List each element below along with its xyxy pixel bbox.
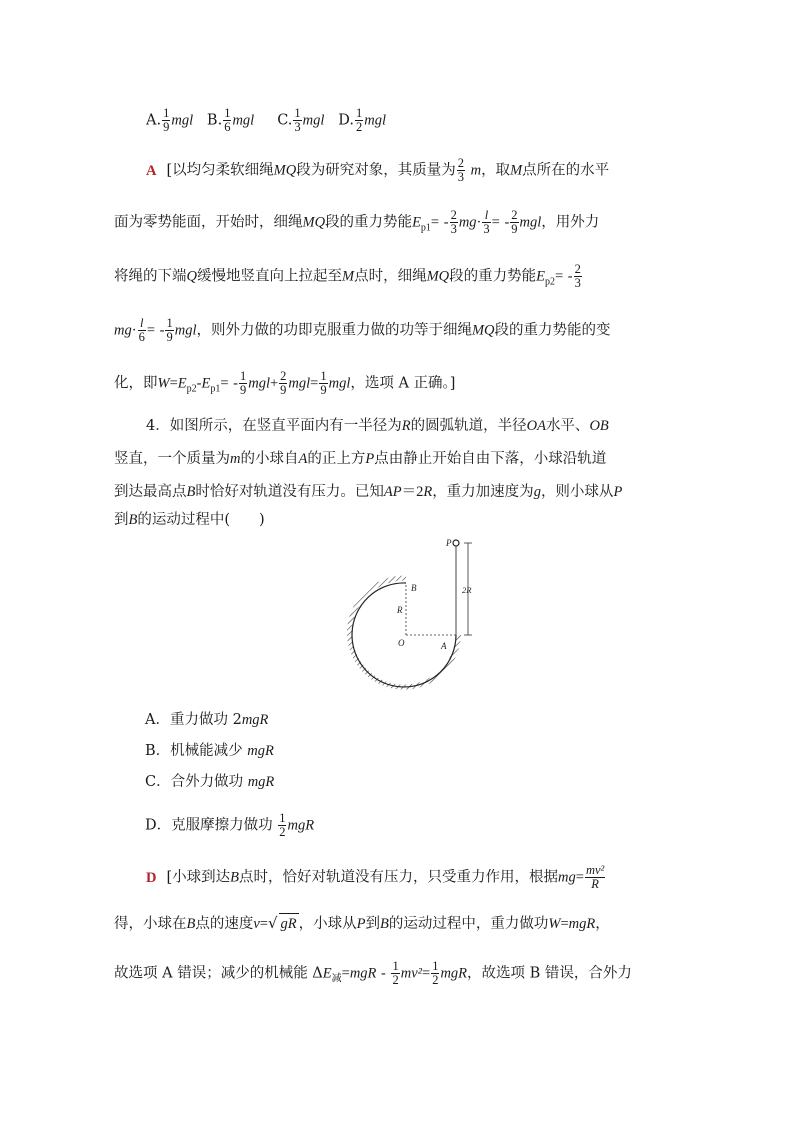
track-figure — [340, 535, 490, 695]
label-r: R — [397, 605, 403, 615]
q4-option-c: C．合外力做功 mgR — [145, 774, 275, 790]
ball-icon — [453, 540, 459, 546]
q3-options: A. $\frac{1}{9}$ mgl B. $\frac{1}{6}$ mgl C. $\frac{1}{3}$ mgl D. $\frac{1}{2}$ mgl — [146, 106, 386, 134]
q4-option-d: D．克服摩擦力做功 $\frac{1}{2}$ mgR — [145, 811, 315, 839]
sol3-line-4: mg· $\frac{l}{6}$ = - $\frac{1}{9}$ mgl，则外力做的功即克服重力做的功等于细绳MQ段的重力势能的变 — [114, 316, 611, 344]
answer-letter: D — [146, 869, 157, 886]
label-a: A — [441, 641, 447, 651]
radical-icon: √ — [267, 914, 278, 932]
label-o: O — [398, 638, 405, 648]
q4-option-b: B．机械能减少 mgR — [145, 743, 274, 759]
sol4-line-1: D [小球到达B点时，恰好对轨道没有压力，只受重力作用，根据mg= $\frac{\text{mv²}}{R}$ — [146, 863, 605, 891]
arc-track — [352, 583, 456, 687]
sol4-line-3: 故选项 A 错误；减少的机械能 $\Delta E_减=mgR$ - $\frac{1}{2}$ mv²= $\frac{1}{2}$ mgR，故选项 B 错误，合外力 — [114, 959, 632, 987]
q4-line-1: 4．如图所示，在竖直平面内有一半径为R的圆弧轨道，半径OA水平、OB — [146, 418, 609, 434]
fraction: $\frac{1}{9}$ — [163, 106, 170, 134]
q4-line-2: 竖直，一个质量为m的小球自A的正上方P点由静止开始自由下落，小球沿轨道 — [114, 451, 607, 467]
sol3-line-2: 面为零势能面，开始时，细绳MQ段的重力势能$E_{p1}=$ - $\frac{2}{3}$ mg· $\frac{l}{3}$ = - $\frac{2}{9}$ mgl，用外力 — [114, 208, 600, 236]
label-2r: 2R — [462, 585, 472, 595]
sol4-line-2: 得，小球在B点的速度v=√ gR ，小球从P到B的运动过程中，重力做功W=mgR， — [114, 914, 610, 932]
q4-option-a: A．重力做功 2mgR — [145, 712, 269, 728]
sol3-line-3: 将绳的下端Q缓慢地竖直向上拉起至M点时，细绳MQ段的重力势能$E_{p2}=$ - $\frac{2}{3}$ — [114, 262, 581, 290]
q4-line-3: 到达最高点B时恰好对轨道没有压力。已知AP＝2R，重力加速度为g，则小球从P — [114, 484, 623, 500]
label-p: P — [446, 538, 452, 548]
answer-letter: A — [146, 162, 157, 179]
label-b: B — [411, 583, 417, 593]
sol3-line-1: A [以均匀柔软细绳MQ段为研究对象，其质量为 $\frac{2}{3}$ m，取M点所在的水平 — [146, 156, 610, 184]
track-hatching — [347, 576, 461, 690]
q4-line-4: 到B的运动过程中( ) — [114, 512, 265, 528]
sol3-line-5: 化，即$W=E_{p2}-E_{p1}=$ - $\frac{1}{9}$ mgl+ $\frac{2}{9}$ mgl= $\frac{1}{9}$ mgl，选项 A 正确。] — [114, 369, 456, 397]
